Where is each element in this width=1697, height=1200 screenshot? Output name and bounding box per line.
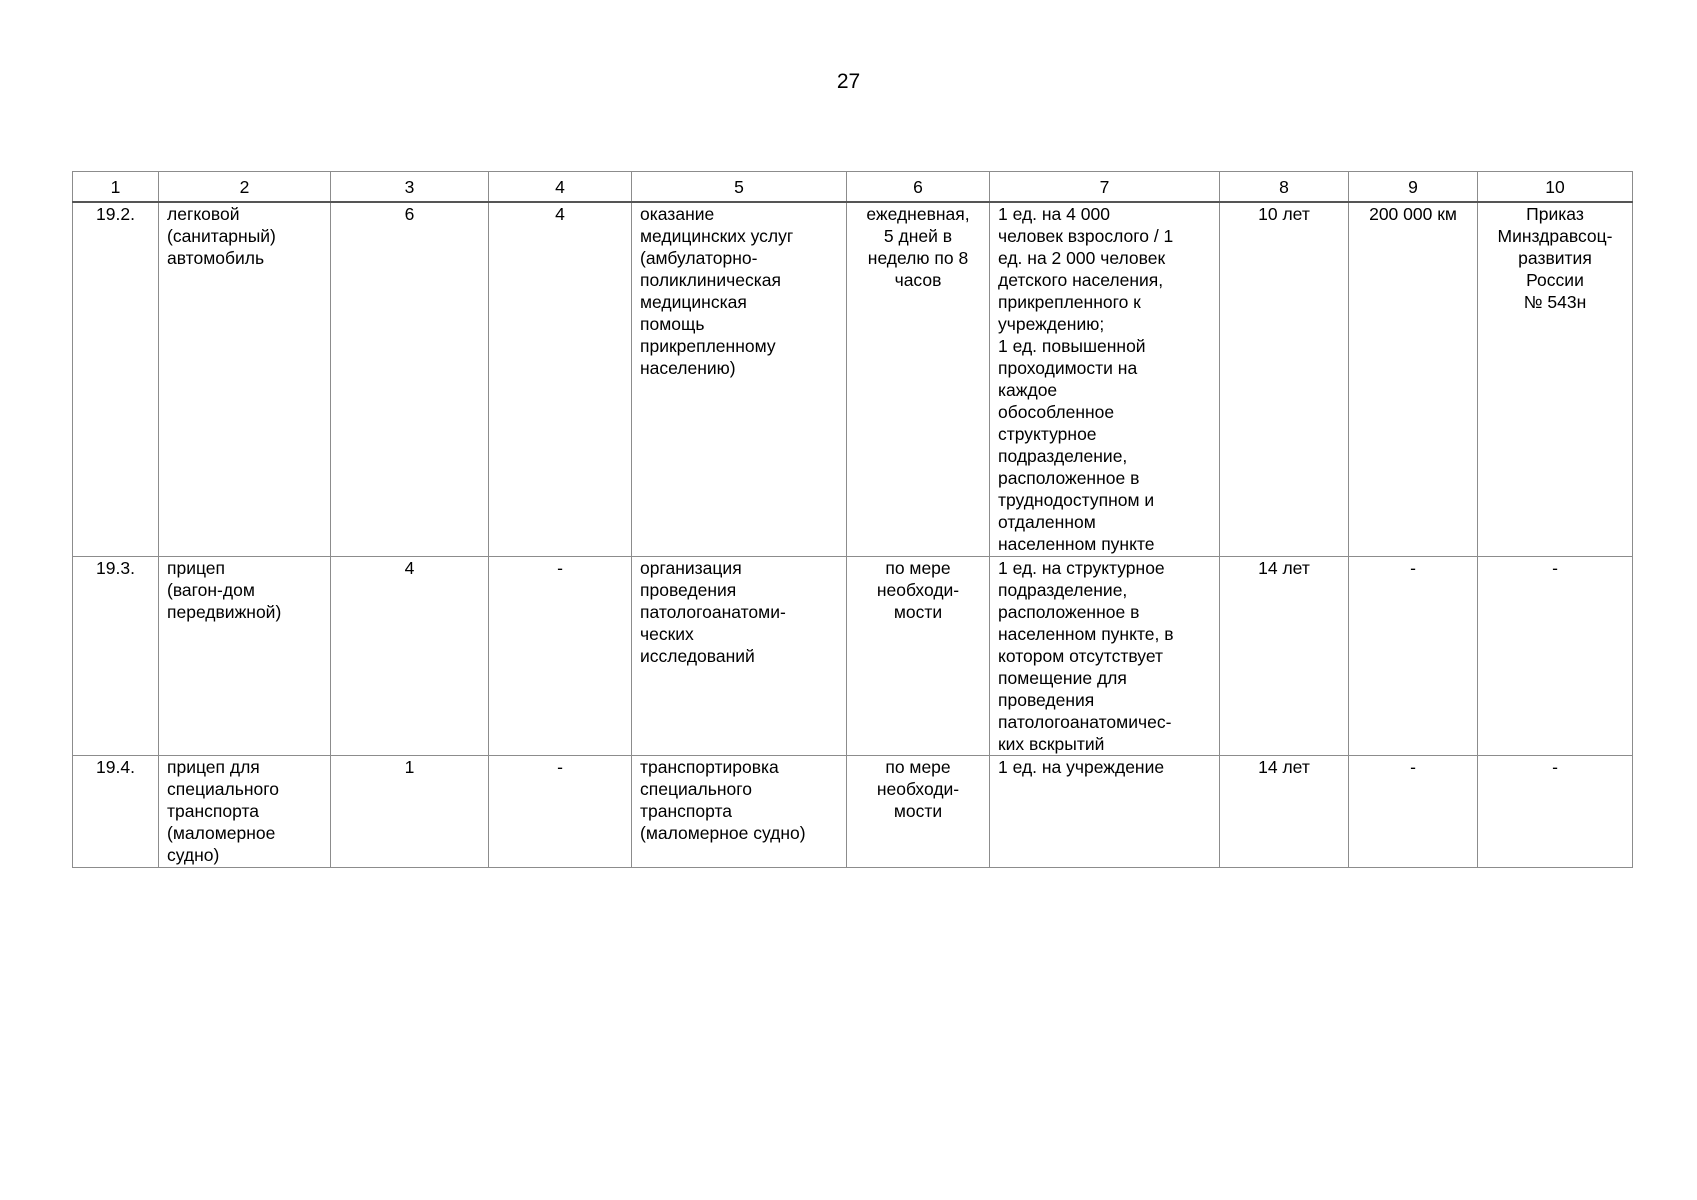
- col4-value: 4: [489, 202, 632, 556]
- col3-value: 6: [331, 202, 489, 556]
- page-number: 27: [836, 70, 861, 93]
- purpose: транспортировка специального транспорта (маломерное судно): [632, 755, 847, 867]
- data-table: [72, 171, 1633, 868]
- table-row: [73, 755, 1633, 867]
- legal-basis: -: [1478, 556, 1633, 755]
- column-header: 9: [1349, 172, 1478, 203]
- col3-value: 1: [331, 755, 489, 867]
- col3-value: 4: [331, 556, 489, 755]
- column-header: 3: [331, 172, 489, 203]
- column-header: 1: [73, 172, 159, 203]
- purpose: оказание медицинских услуг (амбулаторно- поликлиническая медицинская помощь прикрепленному населению): [632, 202, 847, 556]
- col4-value: -: [489, 556, 632, 755]
- mileage: -: [1349, 556, 1478, 755]
- service-term: 10 лет: [1220, 202, 1349, 556]
- service-term: 14 лет: [1220, 755, 1349, 867]
- header-row: [73, 172, 1633, 203]
- vehicle-name: легковой (санитарный) автомобиль: [159, 202, 331, 556]
- norm: 1 ед. на 4 000 человек взрослого / 1 ед. на 2 000 человек детского населения, прикрепленного к учреждению; 1 ед. повышенной проходимости на каждое обособленное структурное подразделение, расположенное в труднодоступном и отдаленном населенном пункте: [990, 202, 1220, 556]
- usage-mode: по мере необходи- мости: [847, 556, 990, 755]
- column-header: 5: [632, 172, 847, 203]
- service-term: 14 лет: [1220, 556, 1349, 755]
- column-header: 10: [1478, 172, 1633, 203]
- column-header: 6: [847, 172, 990, 203]
- col4-value: -: [489, 755, 632, 867]
- norm: 1 ед. на учреждение: [990, 755, 1220, 867]
- norm: 1 ед. на структурное подразделение, расположенное в населенном пункте, в котором отсутствует помещение для проведения патологоанатомичес- ких вскрытий: [990, 556, 1220, 755]
- column-header: 7: [990, 172, 1220, 203]
- column-header: 4: [489, 172, 632, 203]
- usage-mode: по мере необходи- мости: [847, 755, 990, 867]
- table-row: [73, 202, 1633, 556]
- column-header: 8: [1220, 172, 1349, 203]
- usage-mode: ежедневная, 5 дней в неделю по 8 часов: [847, 202, 990, 556]
- legal-basis: -: [1478, 755, 1633, 867]
- row-number: 19.3.: [73, 556, 159, 755]
- vehicle-name: прицеп (вагон-дом передвижной): [159, 556, 331, 755]
- table-row: [73, 556, 1633, 755]
- row-number: 19.2.: [73, 202, 159, 556]
- purpose: организация проведения патологоанатоми- ческих исследований: [632, 556, 847, 755]
- vehicle-name: прицеп для специального транспорта (маломерное судно): [159, 755, 331, 867]
- column-header: 2: [159, 172, 331, 203]
- legal-basis: Приказ Минздравсоц- развития России № 543н: [1478, 202, 1633, 556]
- mileage: -: [1349, 755, 1478, 867]
- mileage: 200 000 км: [1349, 202, 1478, 556]
- row-number: 19.4.: [73, 755, 159, 867]
